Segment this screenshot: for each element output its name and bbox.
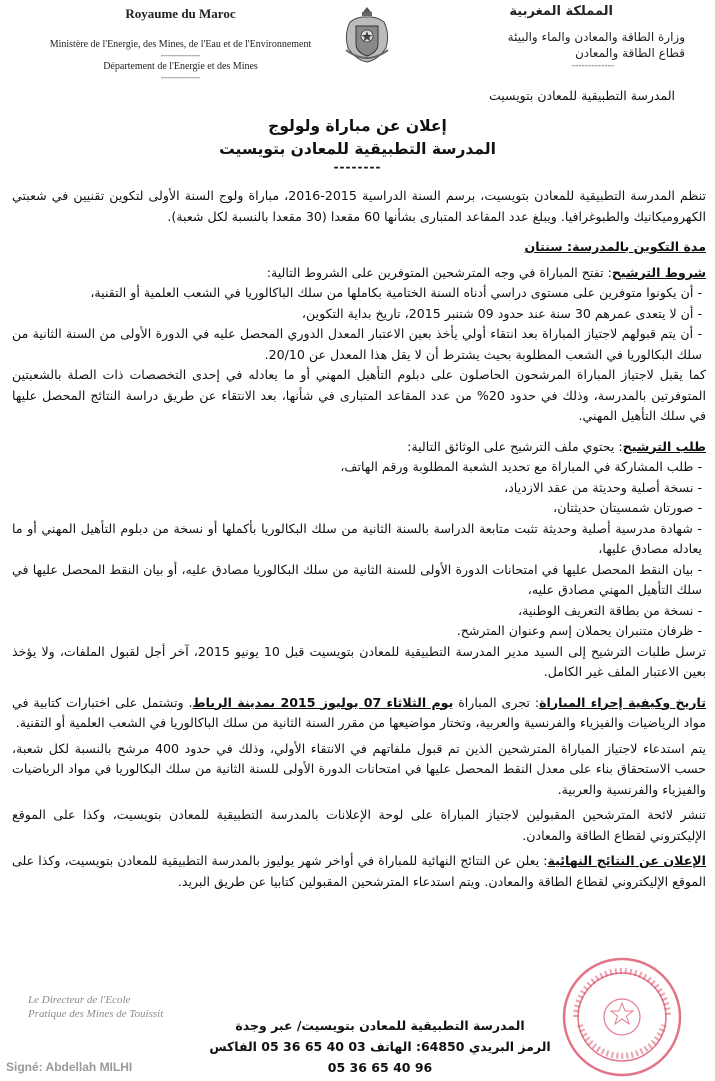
list-item: - نسخة من بطاقة التعريف الوطنية، (12, 601, 706, 622)
exam-heading: تاريخ وكيفية إجراء المباراة (539, 694, 706, 710)
application-heading: طلب الترشيح (622, 438, 706, 454)
intro-paragraph: تنظم المدرسة التطبيقية للمعادن بتويسيت، برسم السنة الدراسية 2015-2016، مباراة ولوج السنة الأولى لتكوين تقنيين في شعبتي الكهروميكانيك والطبوغرافيا. ويبلغ عدد المقاعد المتبارى بشأنها 60 مقعدا (30 مقعدا بالنسبة لكل شعبة). (12, 188, 706, 224)
results-text: : يعلن عن النتائج النهائية للمباراة في أواخر شهر يوليوز بالمدرسة التطبيقية للمعادن بتويسيت، وكذا على الموقع الإليكتروني لقطاع الطاقة والمعادن. ويتم استدعاء المترشحين المقبولين كتابيا عن طريق البريد. (12, 853, 706, 889)
convocation-paragraph: يتم استدعاء لاجتياز المباراة المترشحين الذين تم قبول ملفاتهم في الانتقاء الأولي، وذلك في حدود 400 مرشح بالنسبة لكل شعبة، حسب الاستحقاق بناء على معدل النقط المحصل عليها في امتحانات الدورة الأولى للسنة الثانية من سلك البكالوريا في مواد الرياضيات والفيزياء والفرنسية والعربية. (12, 740, 707, 797)
divider: ------------- (161, 72, 200, 82)
announcement-title: إعلان عن مباراة ولولوج (268, 117, 447, 135)
list-item: - ظرفان متنبران يحملان إسم وعنوان المترشح. (12, 621, 706, 642)
conditions-note: كما يقبل لاجتياز المباراة المرشحون الحاصلون على دبلوم التأهيل المهني أو ما يعادله في إحدى التخصصات ذات الصلة بالشعبتين المتوفرتين بالمدرسة، وذلك في حدود 20% من عدد المقاعد المتبارى في شأنها، بعد الانتقاء عن طريق دراسة النتائج المحصل عليها في سلك التأهيل المهني. (12, 367, 706, 423)
ministry-fr: Ministère de l'Energie, des Mines, de l'Eau et de l'Environnement (49, 39, 312, 50)
conditions-lead: : تفتح المباراة في وجه المترشحين المتوفرين على الشروط التالية: (266, 264, 612, 280)
results-heading: الإعلان عن النتائج النهائية (547, 853, 706, 868)
department-ar: قطاع الطاقة والمعادن (574, 46, 685, 60)
announcement-body (12, 186, 706, 892)
exam-rest: . وتشتمل على اختبارات كتابية في مواد الرياضيات والفيزياء والفرنسية والعربية، وتختار مواضيعها من مقرر السنة الثانية من سلك الباكالوريا في الشعب العلمية أو التقنية. (12, 694, 706, 730)
contact-line: الرمز البريدي 64850: الهاتف 03 40 65 36 05 الفاكس 96 40 65 36 05 (209, 1039, 551, 1075)
list-item: - بيان النقط المحصل عليها في امتحانات الدورة الأولى للسنة الثانية من سلك البكالوريا مصادق عليه، أو بيان النقط المحصل عليها في سلك التأهيل المهني مصادق عليه، (12, 560, 706, 601)
royal-coat-of-arms-icon (342, 4, 392, 66)
list-item: - أن لا يتعدى عمرهم 30 سنة عند حدود 09 شتنبر 2015، تاريخ بداية التكوين، (12, 304, 706, 325)
address-line: المدرسة التطبيقية للمعادن بتويسيت/ عبر وجدة (235, 1018, 525, 1033)
publication-paragraph: تنشر لائحة المترشحين المقبولين لاجتياز المباراة على لوحة الإعلانات بالمدرسة التطبيقية للمعادن بتويسيت، وكذا على الموقع الإليكتروني لقطاع الطاقة والمعادن. (12, 807, 706, 843)
director-stamp (28, 993, 213, 1021)
kingdom-fr: Royaume du Maroc (125, 6, 236, 21)
exam-date: يوم الثلاثاء 07 يوليوز 2015 بمدينة الرباط (192, 694, 454, 710)
list-item: - أن يكونوا متوفرين على مستوى دراسي أدناه السنة الختامية بكاملها من سلك الباكالوريا في الشعب العلمية أو التقنية، (12, 283, 706, 304)
list-item: - نسخة أصلية وحديثة من عقد الازدياد، (12, 478, 706, 499)
send-paragraph: ترسل طلبات الترشيح إلى السيد مدير المدرسة التطبيقية للمعادن بتويسيت قبل 10 يونيو 2015، آخر أجل لقبول الملفات، ولا يؤخذ بعين الاعتبار الملف غير الكامل. (12, 643, 706, 679)
conditions-list (12, 283, 706, 365)
department-fr: Département de l'Energie et des Mines (103, 61, 258, 72)
ministry-ar: وزارة الطاقة والمعادن والماء والبيئة (507, 30, 685, 44)
duration-line: مدة التكوين بالمدرسة: سنتان (524, 239, 706, 254)
school-name: المدرسة التطبيقية للمعادن بتويسيت (489, 88, 675, 103)
announcement-subtitle: المدرسة التطبيقية للمعادن بتويسيت (219, 140, 496, 158)
divider: ------------- (161, 50, 200, 60)
results-section (12, 851, 706, 892)
round-official-seal-icon (560, 955, 685, 1080)
footer-address (200, 1015, 560, 1078)
title-divider: -------- (333, 160, 382, 174)
conditions-section (12, 263, 706, 284)
stamp-line: Pratique des Mines de Touissit (28, 1008, 164, 1020)
exam-lead: : تجرى المباراة (453, 694, 540, 710)
list-item: - صورتان شمسيتان حديثتان، (12, 498, 706, 519)
kingdom-ar: المملكة المغربية (509, 4, 613, 19)
list-item: - أن يتم قبولهم لاجتياز المباراة بعد انتقاء أولي يأخذ بعين الاعتبار المعدل الدوري المحصل عليه في الدورة الأولى من السنة الثانية من سلك البكالوريا في الشعب المطلوبة بحيث يشترط أن لا يقل هذا المعدل عن 20/10. (12, 324, 706, 365)
conditions-heading: شروط الترشيح (611, 264, 706, 280)
signature-line: Signé: Abdellah MILHI (6, 1060, 133, 1074)
header-left (28, 6, 333, 82)
documents-list (12, 457, 706, 642)
list-item: - شهادة مدرسية أصلية وحديثة تثبت متابعة الدراسة بالسنة الثانية من سلك البكالوريا بأكملها أو نسخة من دبلوم التأهيل المهني أو ما يعادله مصادق عليها، (12, 519, 706, 560)
exam-section (12, 693, 706, 734)
application-lead: : يحتوي ملف الترشيح على الوثائق التالية: (407, 438, 623, 454)
list-item: - طلب المشاركة في المباراة مع تحديد الشعبة المطلوبة ورقم الهاتف، (12, 457, 706, 478)
header-right (423, 4, 703, 71)
divider: ------------- (571, 61, 615, 71)
application-section (12, 437, 706, 458)
stamp-line: Le Directeur de l'Ecole (28, 994, 131, 1006)
